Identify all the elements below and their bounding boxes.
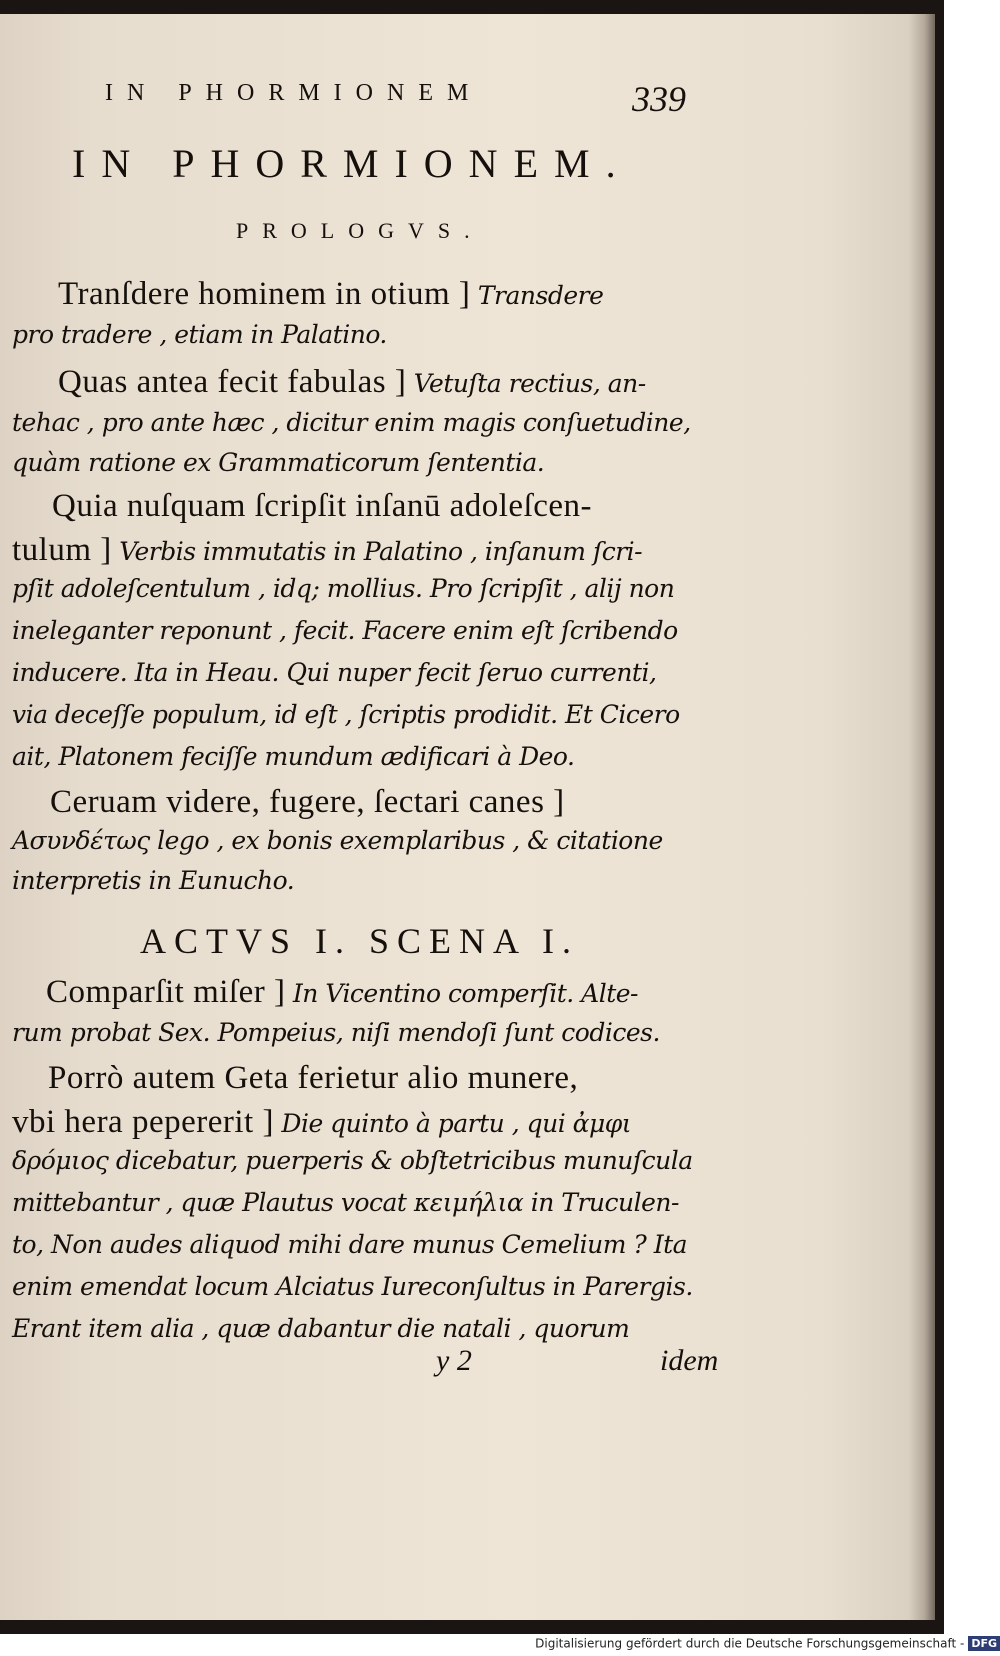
text-line bbox=[12, 658, 656, 687]
text-line bbox=[12, 448, 544, 477]
text-line bbox=[48, 1060, 578, 1097]
lemma-text: Porrò autem Geta ferietur alio munere, bbox=[48, 1060, 579, 1096]
text-line bbox=[12, 700, 680, 729]
commentary-text-span: pro tradere , etiam in Palatino. bbox=[12, 320, 387, 349]
text-line bbox=[12, 1104, 631, 1141]
commentary-text-span: Vetuſta rectius, an- bbox=[406, 369, 646, 398]
page-title: IN PHORMIONEM. bbox=[72, 141, 632, 186]
text-line bbox=[46, 974, 638, 1011]
commentary-text-span: enim emendat locum Alciatus Iureconſultus in Parergis. bbox=[12, 1272, 693, 1301]
commentary-text-span: Erant item alia , quæ dabantur die natali , quorum bbox=[12, 1314, 630, 1343]
running-head: IN PHORMIONEM bbox=[105, 80, 483, 106]
text-line bbox=[12, 574, 674, 603]
text-line bbox=[12, 616, 678, 645]
commentary-text-span: via deceſſe populum, id eſt , ſcriptis prodidit. Et Cicero bbox=[12, 700, 680, 729]
commentary-text-span: interpretis in Eunucho. bbox=[12, 866, 295, 895]
text-line bbox=[58, 276, 603, 313]
commentary-text-span: inducere. Ita in Heau. Qui nuper fecit ſeruo currenti, bbox=[12, 658, 657, 687]
footer-text: Digitalisierung gefördert durch die Deutsche Forschungsgemeinschaft - bbox=[535, 1636, 965, 1651]
commentary-text-span: rum probat Sex. Pompeius, niſi mendoſi ſunt codices. bbox=[12, 1018, 660, 1047]
text-line bbox=[58, 364, 646, 401]
page-number: 339 bbox=[632, 79, 686, 119]
commentary-text-span: Die quinto à partu , qui ἀμφι bbox=[273, 1109, 632, 1138]
page-fold-shadow bbox=[909, 14, 935, 1620]
lemma-text: Tranſdere hominem in otium ] bbox=[58, 276, 471, 312]
text-line bbox=[12, 826, 663, 855]
commentary-text-span: quàm ratione ex Grammaticorum ſententia. bbox=[12, 448, 545, 477]
lemma-text: Ceruam videre, fugere, ſectari canes ] bbox=[50, 784, 565, 820]
text-line bbox=[12, 742, 574, 771]
text-line bbox=[52, 488, 592, 525]
text-line bbox=[12, 532, 642, 569]
text-line bbox=[12, 1272, 693, 1301]
section-heading: PROLOGVS. bbox=[236, 218, 484, 243]
commentary-text-span: In Vicentino comperſit. Alte- bbox=[285, 979, 639, 1008]
commentary-text-span: pſit adoleſcentulum , idq; mollius. Pro ſcripſit , alij non bbox=[12, 574, 675, 603]
text-line bbox=[12, 866, 294, 895]
commentary-text-span: tehac , pro ante hæc , dicitur enim magis conſuetudine, bbox=[12, 408, 691, 437]
commentary-text-span: Ασυνδέτως lego , ex bonis exemplaribus , & citatione bbox=[12, 826, 663, 855]
book-page bbox=[0, 14, 935, 1620]
dfg-logo: DFG bbox=[968, 1636, 1000, 1651]
text-line bbox=[12, 1230, 687, 1259]
digitization-footer bbox=[0, 1636, 1000, 1656]
commentary-text-span: mittebantur , quæ Plautus vocat κειμήλια in Truculen- bbox=[12, 1188, 679, 1217]
text-line bbox=[50, 784, 565, 821]
commentary-text-span: Verbis immutatis in Palatino , inſanum ſcri- bbox=[111, 537, 643, 566]
text-line bbox=[12, 320, 387, 349]
text-line bbox=[12, 1146, 693, 1175]
lemma-text: Quas antea fecit fabulas ] bbox=[58, 364, 407, 400]
lemma-text: Quia nuſquam ſcripſit inſanū adoleſcen- bbox=[52, 488, 593, 524]
signature-mark: y 2 bbox=[436, 1344, 472, 1377]
text-line bbox=[12, 1314, 629, 1343]
lemma-text: vbi hera pepererit ] bbox=[12, 1104, 274, 1140]
commentary-text-span: ait, Platonem feciſſe mundum ædificari à Deo. bbox=[12, 742, 575, 771]
lemma-text: tulum ] bbox=[12, 532, 112, 568]
catchword: idem bbox=[660, 1344, 719, 1377]
text-line bbox=[12, 408, 691, 437]
lemma-text: Comparſit miſer ] bbox=[46, 974, 286, 1010]
act-heading: ACTVS I. SCENA I. bbox=[140, 921, 580, 961]
commentary-text-span: to, Non audes aliquod mihi dare munus Cemelium ? Ita bbox=[12, 1230, 688, 1259]
text-line bbox=[12, 1018, 660, 1047]
commentary-text-span: ineleganter reponunt , fecit. Facere enim eſt ſcribendo bbox=[12, 616, 678, 645]
text-line bbox=[12, 1188, 679, 1217]
commentary-text-span: δρόμιος dicebatur, puerperis & obſtetricibus munuſcula bbox=[12, 1146, 693, 1175]
commentary-text-span: Transdere bbox=[470, 281, 604, 310]
